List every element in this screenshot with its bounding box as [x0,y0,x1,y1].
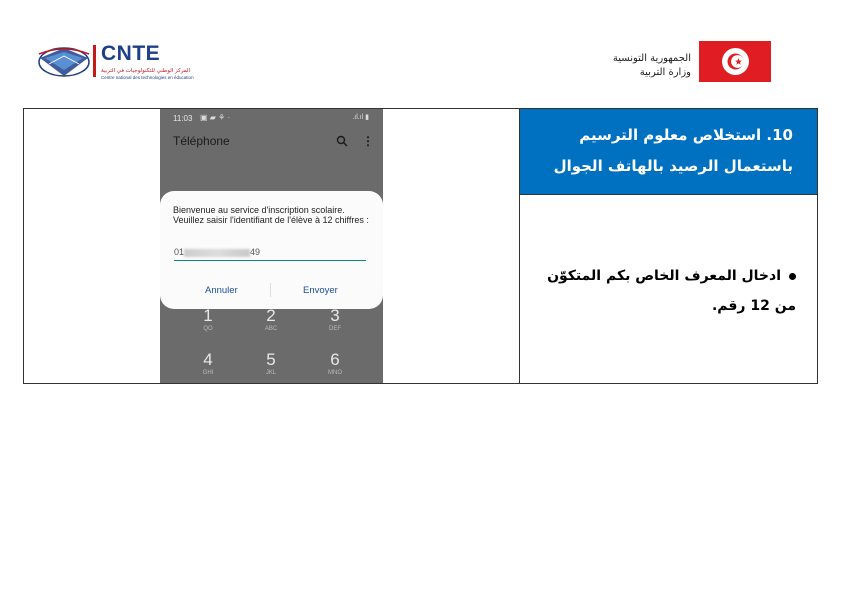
key-letters: GHI [202,370,214,376]
key-number: 3 [330,306,340,325]
redacted-digits [184,249,250,257]
cnte-logo [37,44,237,84]
key-number: 6 [330,350,340,369]
key-letters: MNO [328,370,342,376]
globe-icon [37,44,91,80]
send-button[interactable]: Envoyer [303,285,338,296]
logo-subtitle-ar: المركز الوطني للتكنولوجيات في التربية [101,68,191,74]
button-divider [270,283,271,297]
ussd-dialog [160,191,383,309]
logo-divider [93,45,96,77]
flag-disc [722,48,749,75]
app-title: Téléphone [173,134,230,148]
input-prefix: 01 [174,247,185,257]
key-letters: QO [203,326,213,332]
key-letters: JKL [265,370,277,376]
key-2[interactable] [251,307,291,333]
status-bar [160,109,383,127]
key-number: 5 [266,350,276,369]
step-instruction [536,261,796,321]
key-number: 2 [266,306,276,325]
instruction-table [23,108,818,384]
student-id-input[interactable] [174,247,366,261]
crescent-star-icon [722,48,749,75]
search-icon[interactable] [336,135,348,147]
key-3[interactable] [315,307,355,333]
signal-battery-icon: .ıl.ıl ▮ [352,114,369,121]
dialog-message: Bienvenue au service d'inscription scolaire. Veuillez saisir l'identifiant de l'élève à 12 chiffres : [173,205,369,225]
tunisia-flag-icon [699,41,771,82]
key-1[interactable] [188,307,228,333]
key-4[interactable] [188,351,228,377]
key-letters: ABC [264,326,278,332]
key-letters: DEF [329,326,341,332]
phone-screenshot [160,109,383,383]
input-suffix: 49 [250,247,261,257]
ministry-label [613,52,691,80]
step-title: 10. استخلاص معلوم الترسيم باستعمال الرصيد بالهاتف الجوال [553,126,793,175]
republic-line: الجمهورية التونسية [612,53,691,64]
logo-title: CNTE [101,42,161,65]
key-number: 1 [203,306,213,325]
step-title-cell [520,109,817,195]
key-number: 4 [203,350,213,369]
instruction-text: ادخال المعرف الخاص بكم المتكوّن من 12 رقم. [547,268,796,314]
status-time: 11:03 [173,114,193,123]
key-5[interactable] [251,351,291,377]
more-options-icon[interactable]: ⋮ [362,134,374,148]
key-6[interactable] [315,351,355,377]
ministry-line: وزارة التربية [639,67,691,78]
notification-icons: ▣ ▰ ⚘ · [200,113,231,122]
bullet-icon [789,273,796,280]
logo-subtitle-fr: Centre national des technologies en éducation [101,75,194,80]
cancel-button[interactable]: Annuler [205,285,238,296]
